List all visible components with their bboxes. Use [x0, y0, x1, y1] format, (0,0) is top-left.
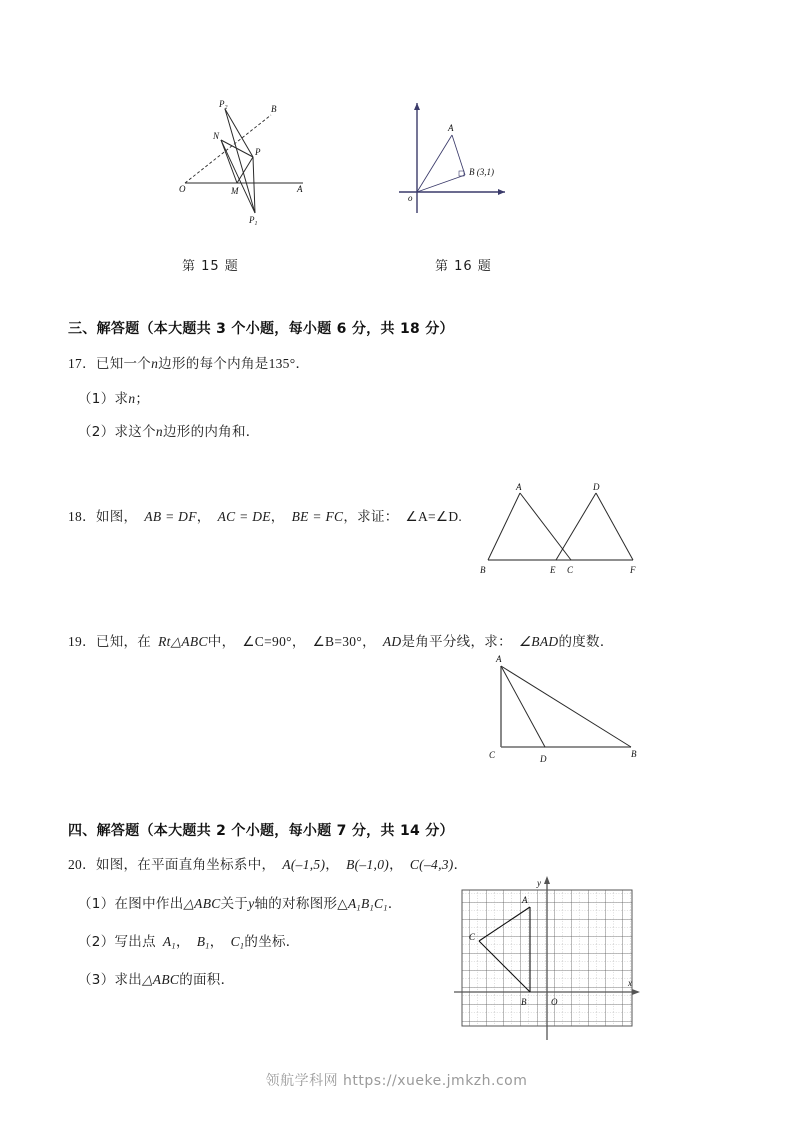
question-20-part-2-b1-sub: 1: [205, 941, 210, 951]
question-20-part-2-text-a: 写出点: [114, 934, 156, 950]
question-18-conclusion: ∠A=∠D.: [405, 509, 463, 524]
question-19-text-a: ．已知，在: [82, 634, 152, 650]
question-20-part-2-c1-sub: 1: [239, 941, 245, 951]
fig19-label-D: D: [540, 754, 547, 764]
question-18-stem: [68, 505, 462, 525]
question-17-angle-value: 135°: [268, 356, 296, 371]
question-20-part-1-c1-sub: 1: [383, 903, 388, 913]
figure-16-caption: 第 16 题: [435, 259, 492, 274]
fig20-label-A: A: [522, 895, 528, 905]
question-20-number: 20: [68, 857, 83, 872]
question-18-number: 18: [68, 509, 83, 524]
fig15-label-P2: $P_2$: [219, 99, 228, 111]
question-20-part-3: [78, 968, 234, 988]
section-4-heading: 四、解答题（本大题共 2 个小题，每小题 7 分，共 14 分）: [68, 823, 454, 839]
fig15-label-O: O: [179, 184, 186, 194]
question-20-part-3-text-a: 求出: [114, 972, 143, 988]
question-20-part-1-period: ．: [387, 896, 402, 912]
question-17-part-2-var: n: [155, 424, 163, 439]
footer-watermark: 领航学科网 https://xueke.jmkzh.com: [265, 1073, 528, 1089]
question-19-target-angle: ∠BAD: [518, 634, 559, 649]
question-20-text-a: ．如图，在平面直角坐标系中，: [82, 857, 276, 873]
question-20-part-3-triangle: △ABC: [142, 972, 180, 987]
fig18-label-D: D: [593, 482, 600, 492]
question-19-stem: [68, 630, 614, 650]
question-19-triangle: Rt△ABC: [158, 634, 208, 649]
fig18-label-B: B: [480, 565, 486, 575]
question-19-number: 19: [68, 634, 83, 649]
question-20-part-1-b1-sub: 1: [369, 903, 375, 913]
question-20-part-1-text-b: 关于: [220, 896, 249, 912]
question-20-comma-2: ，: [389, 857, 403, 873]
fig20-label-y-axis: y: [537, 878, 541, 888]
question-18-text-a: ．如图，: [82, 509, 138, 525]
question-18-text-b: 求证：: [357, 509, 399, 525]
fig19-label-B: B: [631, 749, 637, 759]
question-17-part-2-text-b: 边形的内角和．: [162, 424, 260, 440]
question-19-comma-1: ，: [291, 634, 306, 650]
question-20-part-3-label: （3）: [78, 972, 115, 988]
fig16-label-B: B (3,1): [469, 167, 494, 177]
question-17-stem: [68, 352, 309, 372]
question-20-part-1-text-a: 在图中作出: [114, 896, 184, 912]
figure-question-15: [175, 95, 315, 225]
question-19-segment-ad: AD: [382, 634, 402, 649]
question-20-point-c: C(–4,3): [409, 857, 454, 872]
fig18-label-A: A: [516, 482, 522, 492]
section-3-heading: 三、解答题（本大题共 3 个小题，每小题 6 分，共 18 分）: [68, 321, 454, 337]
fig15-label-A: A: [297, 184, 303, 194]
fig20-label-x-axis: x: [628, 978, 632, 988]
figure-question-19: [483, 652, 648, 767]
question-20-part-2-text-b: 的坐标．: [244, 934, 300, 950]
fig20-label-C: C: [469, 932, 476, 942]
question-17-number: 17: [68, 356, 83, 371]
question-20-comma-1: ，: [325, 857, 340, 873]
question-17-part-2-text-a: 求这个: [114, 424, 156, 440]
fig16-label-origin: o: [408, 193, 413, 203]
question-18-comma-2: ，: [270, 509, 285, 525]
question-18-equation-2: AC = DE: [217, 509, 271, 524]
fig19-label-A: A: [496, 654, 502, 664]
question-20-part-1-b1: B: [361, 896, 370, 911]
question-20-part-1: [78, 892, 402, 912]
question-20-point-a: A(–1,5): [282, 857, 326, 872]
question-17-stem-b: 边形的每个内角是: [158, 356, 269, 372]
question-20-part-2-a1-sub: 1: [171, 941, 176, 951]
fig15-label-B: B: [271, 104, 277, 114]
question-20-part-2-point-a1: A: [162, 934, 172, 949]
question-20-part-2-label: （2）: [78, 934, 115, 950]
question-20-part-1-a1: A: [347, 896, 357, 911]
fig18-label-C: C: [567, 565, 574, 575]
question-19-text-c: 是角平分线，求：: [401, 634, 512, 650]
question-18-comma-3: ，: [343, 509, 358, 525]
question-17-part-1-var: n: [128, 391, 136, 406]
fig20-label-B: B: [521, 997, 527, 1007]
fig19-label-C: C: [489, 750, 496, 760]
fig18-label-E: E: [550, 565, 556, 575]
fig18-label-F: F: [630, 565, 636, 575]
fig15-label-P: P: [255, 147, 261, 157]
question-17-var-n: n: [151, 356, 159, 371]
question-20-period: ．: [453, 857, 468, 873]
question-20-part-1-label: （1）: [78, 896, 115, 912]
question-20-part-1-axis: y: [248, 896, 255, 911]
question-20-part-1-text-c: 轴的对称图形△: [254, 896, 348, 912]
fig16-label-A: A: [448, 123, 454, 133]
fig20-label-O: O: [551, 997, 558, 1007]
question-19-angle-c: ∠C=90°: [242, 634, 292, 649]
figure-question-20-coordinate-plane: [452, 868, 642, 1046]
question-20-part-2: （2）写出点 $A_1$， $B_1$， $C_1$的坐标．: [78, 934, 300, 951]
question-17-part-1-text-b: ；: [135, 391, 150, 407]
question-20-part-3-text-b: 的面积．: [179, 972, 235, 988]
fig15-label-P1: $P_1$: [249, 215, 258, 225]
question-19-comma-2: ，: [362, 634, 376, 650]
question-20-part-2-point-b1: B: [196, 934, 206, 949]
figure-question-18: [478, 478, 643, 578]
question-17-stem-a: ．已知一个: [82, 356, 152, 372]
question-17-part-1: [78, 387, 149, 407]
question-18-equation-1: AB = DF: [144, 509, 197, 524]
question-17-part-1-text-a: 求: [114, 391, 129, 407]
question-20-stem: [68, 853, 467, 873]
question-19-text-b: 中，: [207, 634, 236, 650]
question-17-period: ．: [295, 356, 310, 372]
question-20-part-2-point-c1: C: [230, 934, 240, 949]
question-20-part-1-a1-sub: 1: [356, 903, 362, 913]
question-19-angle-b: ∠B=30°: [312, 634, 363, 649]
question-19-text-d: 的度数．: [558, 634, 614, 650]
question-18-comma-1: ，: [196, 509, 211, 525]
figure-question-16: [395, 95, 515, 220]
question-20-point-b: B(–1,0): [346, 857, 390, 872]
question-20-part-1-c1: C: [374, 896, 384, 911]
question-18-equation-3: BE = FC: [291, 509, 344, 524]
question-17-part-2-label: （2）: [78, 424, 115, 440]
figure-15-caption: 第 15 题: [182, 259, 239, 274]
question-17-part-2: [78, 420, 260, 440]
question-17-part-1-label: （1）: [78, 391, 115, 407]
fig15-label-M: M: [231, 186, 239, 196]
fig15-label-N: N: [213, 131, 220, 141]
question-20-part-1-triangle: △ABC: [183, 896, 221, 911]
